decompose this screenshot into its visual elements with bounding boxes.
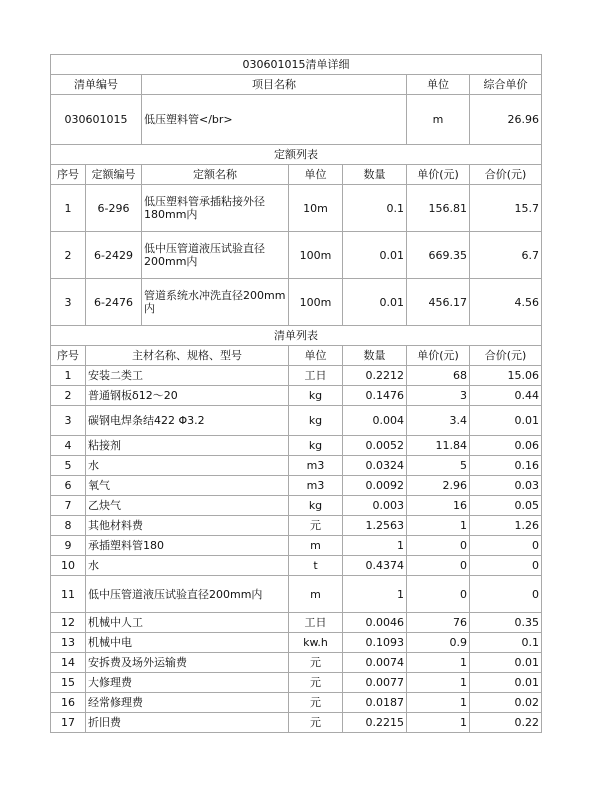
materials-row-unit: 工日	[289, 366, 343, 386]
materials-row-qty: 0.2215	[343, 713, 407, 733]
materials-row-total: 1.26	[470, 516, 542, 536]
materials-row-price: 1	[407, 673, 470, 693]
quota-row	[51, 232, 542, 279]
materials-row-name: 粘接剂	[86, 436, 289, 456]
materials-row-no: 7	[51, 496, 86, 516]
materials-row-price: 2.96	[407, 476, 470, 496]
materials-section-title: 清单列表	[51, 326, 542, 346]
header-code-label: 清单编号	[51, 75, 142, 95]
materials-row	[51, 386, 542, 406]
materials-row-total: 0	[470, 576, 542, 613]
quota-row-name: 管道系统水冲洗直径200mm内	[142, 279, 289, 326]
materials-column-header: 主材名称、规格、型号	[86, 346, 289, 366]
quota-section-title: 定额列表	[51, 145, 542, 165]
materials-row-total: 0.22	[470, 713, 542, 733]
bill-unit: m	[407, 95, 470, 145]
materials-row-unit: kg	[289, 496, 343, 516]
materials-row-name: 安装二类工	[86, 366, 289, 386]
materials-row-unit: m3	[289, 476, 343, 496]
materials-row	[51, 456, 542, 476]
materials-row-name: 水	[86, 556, 289, 576]
quota-row-code: 6-296	[86, 185, 142, 232]
materials-row	[51, 633, 542, 653]
quota-column-header: 单价(元)	[407, 165, 470, 185]
materials-row-qty: 0.0187	[343, 693, 407, 713]
materials-row	[51, 536, 542, 556]
materials-row-price: 3	[407, 386, 470, 406]
materials-row-unit: 元	[289, 673, 343, 693]
materials-row-no: 13	[51, 633, 86, 653]
materials-row	[51, 476, 542, 496]
bill-detail-table	[50, 54, 542, 733]
materials-row-qty: 0.004	[343, 406, 407, 436]
materials-row	[51, 673, 542, 693]
materials-row-unit: kg	[289, 406, 343, 436]
materials-row-qty: 0.0092	[343, 476, 407, 496]
materials-row-qty: 1	[343, 536, 407, 556]
materials-row-name: 氧气	[86, 476, 289, 496]
materials-row-total: 0.01	[470, 673, 542, 693]
quota-row-code: 6-2429	[86, 232, 142, 279]
materials-row-price: 11.84	[407, 436, 470, 456]
materials-row	[51, 406, 542, 436]
quota-row-code: 6-2476	[86, 279, 142, 326]
materials-row-total: 0.44	[470, 386, 542, 406]
quota-row-total: 15.7	[470, 185, 542, 232]
materials-row-price: 76	[407, 613, 470, 633]
materials-column-header: 合价(元)	[470, 346, 542, 366]
quota-column-header: 合价(元)	[470, 165, 542, 185]
materials-row-name: 机械中电	[86, 633, 289, 653]
materials-row-price: 16	[407, 496, 470, 516]
materials-row-price: 68	[407, 366, 470, 386]
materials-row-no: 11	[51, 576, 86, 613]
materials-row	[51, 516, 542, 536]
materials-row-no: 16	[51, 693, 86, 713]
materials-row-total: 0.06	[470, 436, 542, 456]
materials-row	[51, 693, 542, 713]
materials-column-header: 数量	[343, 346, 407, 366]
materials-row-total: 0.03	[470, 476, 542, 496]
materials-row-price: 0	[407, 576, 470, 613]
materials-row-total: 0.35	[470, 613, 542, 633]
bill-price: 26.96	[470, 95, 542, 145]
quota-row-price: 669.35	[407, 232, 470, 279]
materials-row-name: 碳钢电焊条结422 Φ3.2	[86, 406, 289, 436]
materials-row-qty: 0.0052	[343, 436, 407, 456]
materials-row-price: 0	[407, 556, 470, 576]
materials-row-no: 10	[51, 556, 86, 576]
materials-row-qty: 0.1093	[343, 633, 407, 653]
materials-row-no: 14	[51, 653, 86, 673]
quota-row-no: 2	[51, 232, 86, 279]
materials-row-no: 17	[51, 713, 86, 733]
materials-row-total: 15.06	[470, 366, 542, 386]
quota-row-total: 6.7	[470, 232, 542, 279]
materials-row-no: 12	[51, 613, 86, 633]
materials-row	[51, 556, 542, 576]
materials-row-no: 4	[51, 436, 86, 456]
bill-code: 030601015	[51, 95, 142, 145]
quota-row-no: 3	[51, 279, 86, 326]
materials-row-no: 2	[51, 386, 86, 406]
materials-row	[51, 496, 542, 516]
materials-row	[51, 653, 542, 673]
quota-column-header: 定额编号	[86, 165, 142, 185]
materials-row-unit: m	[289, 576, 343, 613]
header-price-label: 综合单价	[470, 75, 542, 95]
page-title: 030601015清单详细	[51, 55, 542, 75]
materials-row	[51, 436, 542, 456]
bill-name: 低压塑料管</br>	[142, 95, 407, 145]
materials-row-name: 经常修理费	[86, 693, 289, 713]
materials-row-total: 0.01	[470, 653, 542, 673]
materials-row-no: 3	[51, 406, 86, 436]
quota-row-no: 1	[51, 185, 86, 232]
materials-row-qty: 0.0046	[343, 613, 407, 633]
materials-row-unit: kg	[289, 386, 343, 406]
materials-row-price: 3.4	[407, 406, 470, 436]
materials-row-total: 0.16	[470, 456, 542, 476]
materials-row-unit: 元	[289, 516, 343, 536]
materials-row-qty: 1	[343, 576, 407, 613]
quota-column-header: 序号	[51, 165, 86, 185]
materials-row-no: 5	[51, 456, 86, 476]
materials-row	[51, 366, 542, 386]
materials-row-unit: kg	[289, 436, 343, 456]
materials-row-unit: m3	[289, 456, 343, 476]
quota-row-price: 156.81	[407, 185, 470, 232]
quota-row-name: 低中压管道液压试验直径200mm内	[142, 232, 289, 279]
materials-row-name: 折旧费	[86, 713, 289, 733]
quota-row-unit: 10m	[289, 185, 343, 232]
materials-row-unit: kw.h	[289, 633, 343, 653]
materials-column-header: 单价(元)	[407, 346, 470, 366]
materials-row-name: 安拆费及场外运输费	[86, 653, 289, 673]
quota-row-name: 低压塑料管承插粘接外径180mm内	[142, 185, 289, 232]
quota-row-qty: 0.01	[343, 279, 407, 326]
materials-row-total: 0	[470, 536, 542, 556]
materials-row-name: 普通钢板δ12～20	[86, 386, 289, 406]
materials-row-unit: m	[289, 536, 343, 556]
materials-row-name: 承插塑料管180	[86, 536, 289, 556]
quota-column-header: 数量	[343, 165, 407, 185]
materials-row-total: 0.01	[470, 406, 542, 436]
materials-row-qty: 0.2212	[343, 366, 407, 386]
quota-row-qty: 0.1	[343, 185, 407, 232]
materials-row-no: 9	[51, 536, 86, 556]
materials-row-qty: 1.2563	[343, 516, 407, 536]
materials-row-qty: 0.003	[343, 496, 407, 516]
materials-row-total: 0.05	[470, 496, 542, 516]
materials-row-no: 1	[51, 366, 86, 386]
quota-row-qty: 0.01	[343, 232, 407, 279]
materials-row-no: 15	[51, 673, 86, 693]
header-unit-label: 单位	[407, 75, 470, 95]
materials-row-price: 1	[407, 653, 470, 673]
quota-column-header: 定额名称	[142, 165, 289, 185]
materials-row	[51, 613, 542, 633]
materials-row-price: 5	[407, 456, 470, 476]
materials-row-total: 0.1	[470, 633, 542, 653]
materials-row-unit: 元	[289, 713, 343, 733]
quota-row	[51, 185, 542, 232]
materials-row-name: 大修理费	[86, 673, 289, 693]
materials-row	[51, 713, 542, 733]
quota-row-unit: 100m	[289, 232, 343, 279]
materials-row-total: 0.02	[470, 693, 542, 713]
materials-row-total: 0	[470, 556, 542, 576]
quota-row-total: 4.56	[470, 279, 542, 326]
materials-row-unit: 元	[289, 653, 343, 673]
quota-row	[51, 279, 542, 326]
quota-row-price: 456.17	[407, 279, 470, 326]
quota-row-unit: 100m	[289, 279, 343, 326]
materials-row-qty: 0.0077	[343, 673, 407, 693]
materials-row-name: 其他材料费	[86, 516, 289, 536]
materials-row-name: 低中压管道液压试验直径200mm内	[86, 576, 289, 613]
materials-row-name: 机械中人工	[86, 613, 289, 633]
materials-row-unit: t	[289, 556, 343, 576]
materials-row-price: 1	[407, 516, 470, 536]
materials-row-no: 8	[51, 516, 86, 536]
materials-row-unit: 工日	[289, 613, 343, 633]
materials-row-price: 1	[407, 713, 470, 733]
materials-row-qty: 0.1476	[343, 386, 407, 406]
materials-row-qty: 0.0074	[343, 653, 407, 673]
materials-row-no: 6	[51, 476, 86, 496]
materials-column-header: 单位	[289, 346, 343, 366]
materials-row-name: 乙炔气	[86, 496, 289, 516]
header-name-label: 项目名称	[142, 75, 407, 95]
materials-row-price: 0	[407, 536, 470, 556]
quota-column-header: 单位	[289, 165, 343, 185]
materials-row-price: 1	[407, 693, 470, 713]
materials-row	[51, 576, 542, 613]
materials-row-name: 水	[86, 456, 289, 476]
materials-row-price: 0.9	[407, 633, 470, 653]
materials-row-qty: 0.0324	[343, 456, 407, 476]
materials-column-header: 序号	[51, 346, 86, 366]
materials-row-unit: 元	[289, 693, 343, 713]
materials-row-qty: 0.4374	[343, 556, 407, 576]
